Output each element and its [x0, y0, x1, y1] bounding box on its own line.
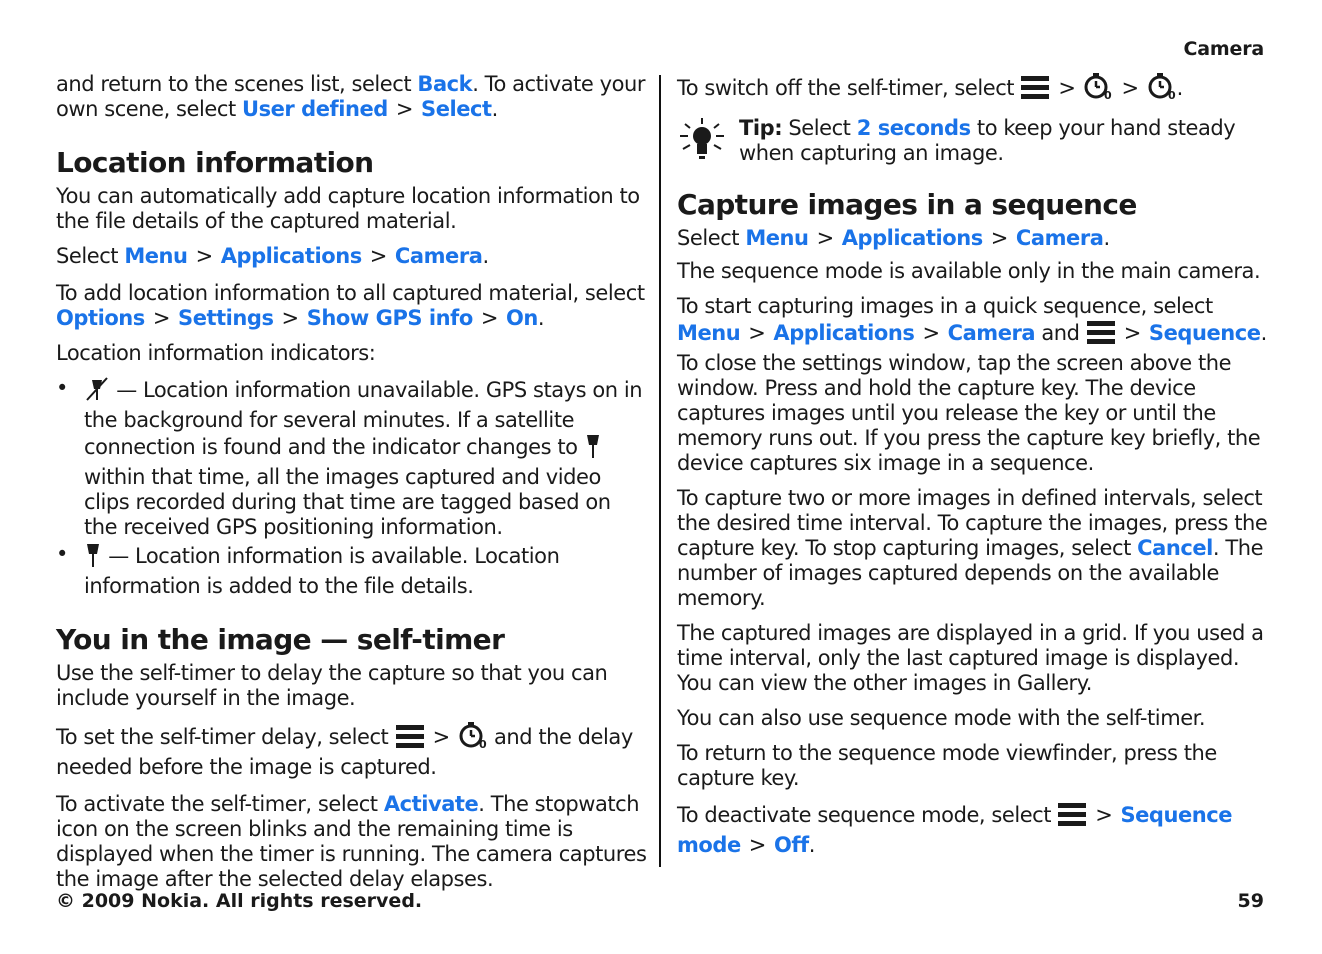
section-title: Camera [1183, 38, 1264, 60]
list-item: • — Location information unavailable. GPS stays on in the background for several minutes. If a satellite connection is found and the indicator changes to within that time, all the images captured and video clips recorded during that time are tagged based on the received GPS positioning information. [56, 376, 643, 539]
switch-off-paragraph: To switch off the self-timer, select > 0 > 0 . [677, 72, 1269, 106]
activate-link[interactable]: Activate [383, 792, 479, 816]
sequence-start-paragraph: To start capturing images in a quick sequence, select Menu > Applications > Camera and > Sequence. To close the settings window, tap the screen above the window. Press and hold the capture key. The device captures images until you release the key or until the memory runs out. If you press the capture key briefly, the device captures six image in a sequence. [677, 294, 1267, 475]
two-seconds-link[interactable]: 2 seconds [856, 116, 971, 140]
intro-paragraph: and return to the scenes list, select Back. To activate your own scene, select User defined > Select. [56, 72, 646, 121]
sequence-availability: The sequence mode is available only in the main camera. [677, 259, 1261, 283]
sequence-path: Select Menu > Applications > Camera. [677, 226, 1110, 250]
stopwatch-off-icon[interactable] [1147, 72, 1177, 106]
menu-link[interactable]: Menu [745, 226, 809, 250]
self-timer-heading: You in the image — self-timer [56, 623, 505, 656]
options-link[interactable]: Options [56, 306, 145, 330]
sequence-mode-link[interactable]: Sequence mode [677, 803, 1233, 857]
camera-link[interactable]: Camera [1015, 226, 1104, 250]
lightbulb-icon [677, 116, 727, 170]
grid-paragraph: The captured images are displayed in a grid. If you used a time interval, only the last captured image is displayed. You can view the other images in Gallery. [677, 621, 1264, 695]
user-defined-link[interactable]: User defined [241, 97, 388, 121]
column-divider [659, 75, 661, 867]
gps-available-icon [584, 433, 602, 465]
menu-link[interactable]: Menu [677, 321, 741, 345]
menu-icon[interactable] [1020, 74, 1050, 106]
viewfinder-paragraph: To return to the sequence mode viewfinder, press the capture key. [677, 741, 1217, 790]
stopwatch-icon[interactable] [458, 721, 488, 755]
location-paragraph: You can automatically add capture location information to the file details of the captured material. [56, 184, 640, 233]
applications-link[interactable]: Applications [220, 244, 362, 268]
location-path: Select Menu > Applications > Camera. [56, 244, 489, 268]
self-timer-intro: Use the self-timer to delay the capture so that you can include yourself in the image. [56, 661, 608, 710]
right-column [677, 72, 1269, 868]
indicators-label: Location information indicators: [56, 341, 376, 365]
menu-link[interactable]: Menu [124, 244, 188, 268]
gps-available-icon [84, 542, 102, 574]
menu-icon[interactable] [1057, 801, 1087, 833]
page-number: 59 [1237, 890, 1264, 912]
show-gps-info-link[interactable]: Show GPS info [306, 306, 473, 330]
applications-link[interactable]: Applications [773, 321, 915, 345]
indicator-list [56, 376, 648, 599]
menu-icon[interactable] [1086, 319, 1116, 351]
settings-link[interactable]: Settings [178, 306, 274, 330]
camera-link[interactable]: Camera [947, 321, 1036, 345]
tip-text: Tip: Select 2 seconds to keep your hand steady when capturing an image. [739, 116, 1236, 165]
gps-paragraph: To add location information to all captured material, select Options > Settings > Show GPS info > On. [56, 281, 645, 330]
tip-box [677, 116, 1269, 166]
applications-link[interactable]: Applications [841, 226, 983, 250]
sequence-link[interactable]: Sequence [1148, 321, 1261, 345]
camera-link[interactable]: Camera [394, 244, 483, 268]
list-item: • — Location information is available. Location information is added to the file details. [56, 542, 560, 598]
gps-unavailable-icon [84, 376, 110, 408]
cancel-link[interactable]: Cancel [1137, 536, 1213, 560]
off-link[interactable]: Off [773, 833, 809, 857]
location-heading: Location information [56, 146, 374, 179]
on-link[interactable]: On [506, 306, 538, 330]
copyright: © 2009 Nokia. All rights reserved. [56, 890, 423, 912]
svg-text:0: 0 [1167, 89, 1175, 100]
left-column [56, 72, 648, 902]
deactivate-paragraph: To deactivate sequence mode, select > Sequence mode > Off. [677, 803, 1233, 857]
svg-text:0: 0 [478, 738, 486, 749]
activate-paragraph: To activate the self-timer, select Activate. The stopwatch icon on the screen blinks and the remaining time is displayed when the timer is running. The camera captures the image after the selected delay elapses. [56, 792, 647, 891]
stopwatch-icon[interactable] [1083, 72, 1113, 106]
menu-icon[interactable] [395, 723, 425, 755]
svg-text:0: 0 [1104, 89, 1112, 100]
interval-paragraph: To capture two or more images in defined intervals, select the desired time interval. To capture the images, press the capture key. To stop capturing images, select Cancel. The number of images captured depends on the available memory. [677, 486, 1268, 610]
self-timer-delay-paragraph: To set the self-timer delay, select > 0 and the delay needed before the image is captured. [56, 721, 648, 780]
back-link[interactable]: Back [417, 72, 473, 96]
select-link[interactable]: Select [421, 97, 492, 121]
self-timer-sequence-paragraph: You can also use sequence mode with the self-timer. [677, 706, 1206, 730]
sequence-heading: Capture images in a sequence [677, 188, 1137, 221]
